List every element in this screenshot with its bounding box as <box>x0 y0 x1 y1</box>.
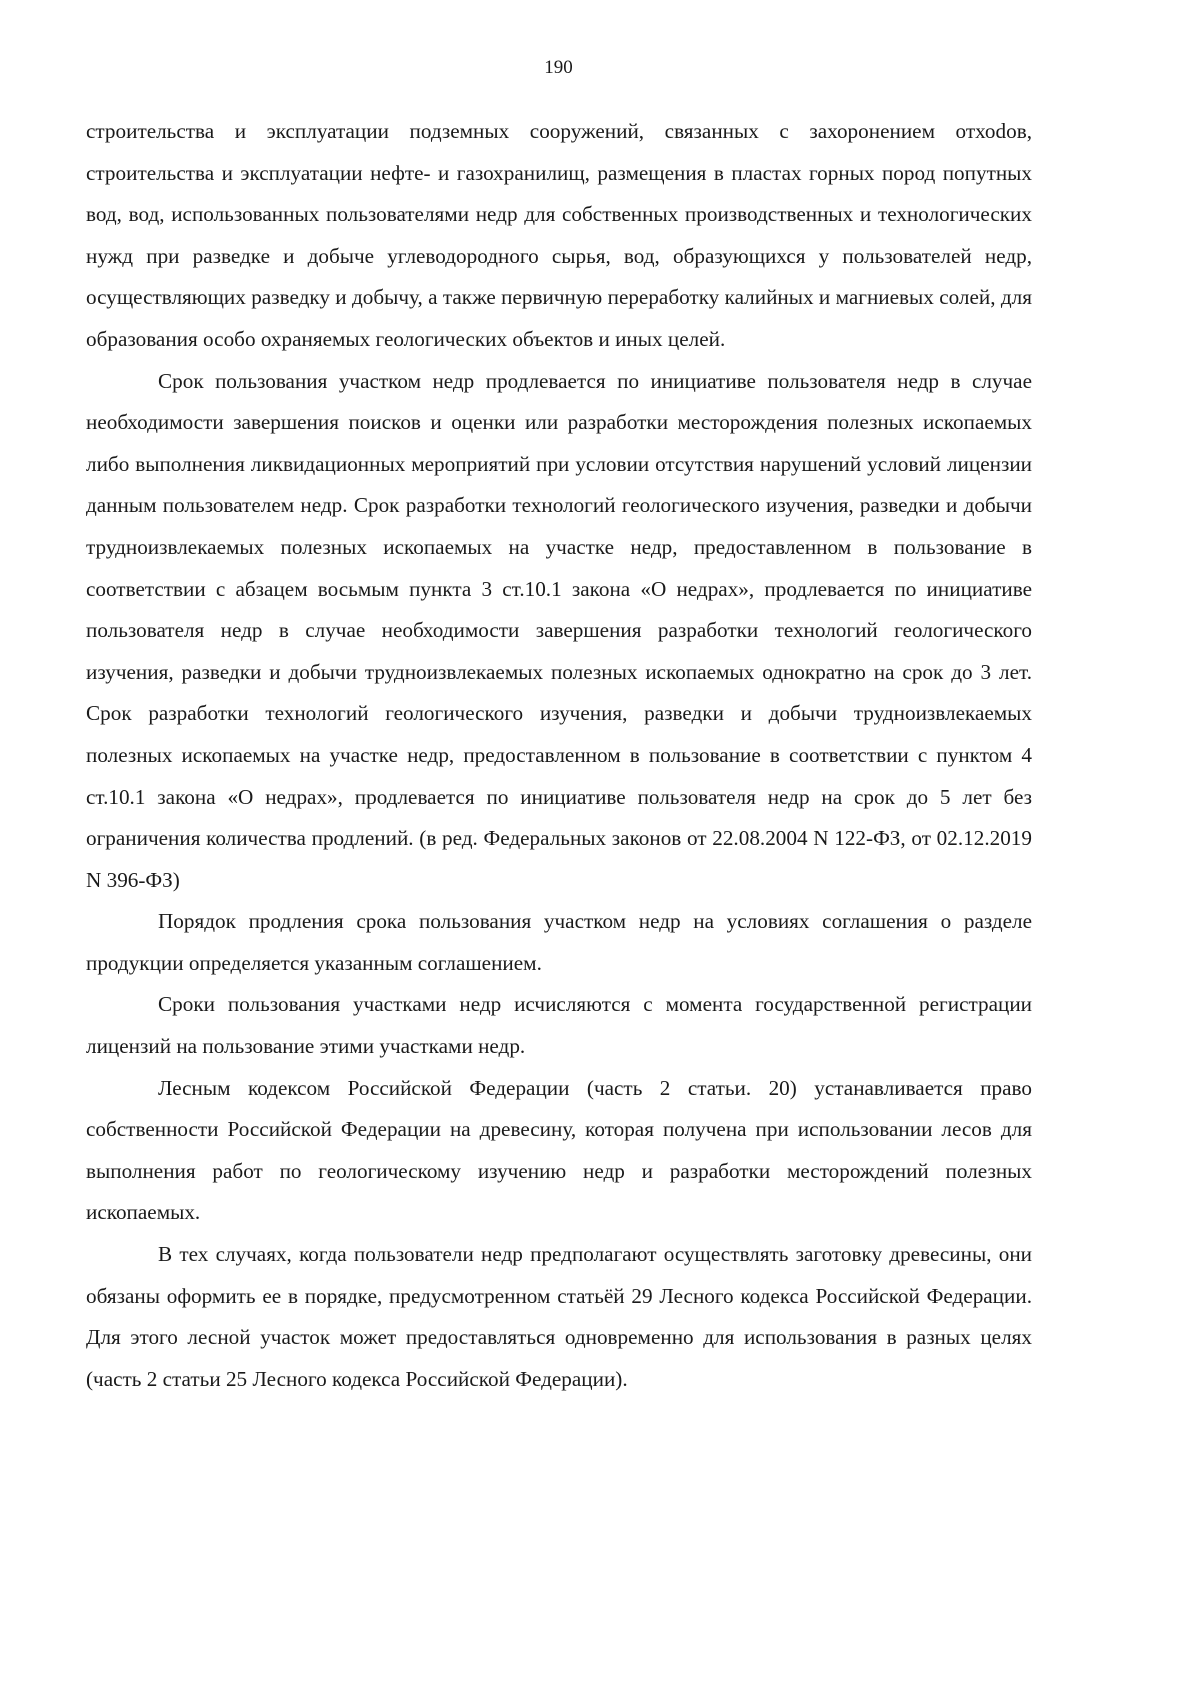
paragraph: Лесным кодексом Российской Федерации (часть 2 статьи. 20) устанавливается право собственности Российской Федерации на древесину, которая получена при использовании лесов для выполнения работ по геологическому изучению недр и разработки месторождений полезных ископаемых. <box>86 1075 1032 1225</box>
paragraph: строительства и эксплуатации подземных сооружений, связанных с захоронением отхоdов, строительства и эксплуатации нефте- и газохранилищ, размещения в пластах горных пород попутных вод, вод, использованных пользователями недр для собственных производственных и технологических нужд при разведке и добыче углеводородного сырья, вод, образующихся у пользователей недр, осуществляющих разведку и добычу, а также первичную переработку калийных и магниевых солей, для образования особо охраняемых геологических объектов и иных целей. <box>86 119 1032 351</box>
paragraph: Срок пользования участком недр продлевается по инициативе пользователя недр в случае необходимости завершения поисков и оценки или разработки месторождения полезных ископаемых либо выполнения ликвидационных мероприятий при условии отсутствия нарушений условий лицензии данным пользователем недр. Срок разработки технологий геологического изучения, разведки и добычи трудноизвлекаемых полезных ископаемых на участке недр, предоставленном в пользование в соответствии с абзацем восьмым пункта 3 ст.10.1 закона «О недрах», продлевается по инициативе пользователя недр в случае необходимости завершения разработки технологий геологического изучения, разведки и добычи трудноизвлекаемых полезных ископаемых однократно на срок до 3 лет. Срок разработки технологий геологического изучения, разведки и добычи трудноизвлекаемых полезных ископаемых на участке недр, предоставленном в пользование в соответствии с пунктом 4 ст.10.1 закона «О недрах», продлевается по инициативе пользователя недр на срок до 5 лет без ограничения количества продлений. (в ред. Федеральных законов от 22.08.2004 N 122-ФЗ, от 02.12.2019 N 396-ФЗ) <box>86 368 1032 892</box>
body-text <box>86 111 1032 1400</box>
page-number: 190 <box>544 57 573 78</box>
paragraph: Порядок продления срока пользования участком недр на условиях соглашения о разделе продукции определяется указанным соглашением. <box>86 909 1032 975</box>
paragraph: В тех случаях, когда пользователи недр предполагают осуществлять заготовку древесины, они обязаны оформить ее в порядке, предусмотренном статьёй 29 Лесного кодекса Российской Федерации. Для этого лесной участок может предоставляться одновременно для использования в разных целях (часть 2 статьи 25 Лесного кодекса Российской Федерации). <box>86 1242 1032 1391</box>
paragraph: Сроки пользования участками недр исчисляются с момента государственной регистрации лицензий на пользование этими участками недр. <box>86 992 1032 1059</box>
